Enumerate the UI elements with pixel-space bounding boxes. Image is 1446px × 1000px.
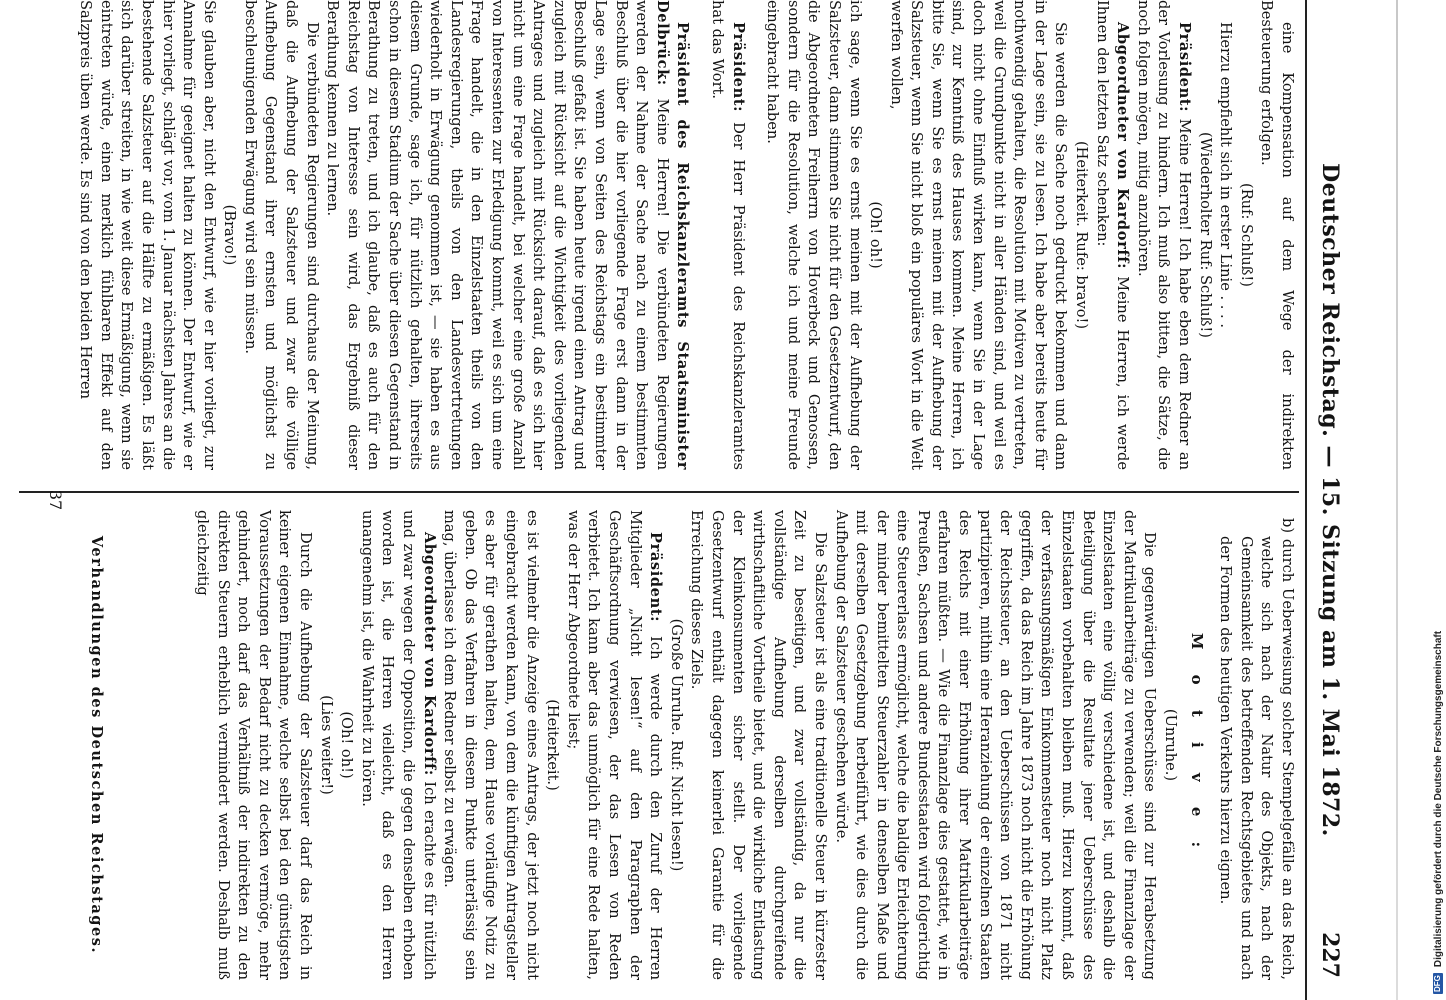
speech-paragraph — [562, 510, 665, 980]
page-number: 227 — [1317, 932, 1343, 978]
speech-paragraph — [1091, 0, 1132, 470]
speech-text: Der Herr Präsident des Reichskanzleramtes hat das Wort. — [708, 0, 747, 471]
running-title: Deutscher Reichstag. — 15. Sitzung am 1. Mai 1872. — [1317, 163, 1343, 837]
spacer — [692, 0, 706, 470]
speech-text: Ich erachte es für nützlich und zwar wegen der Opposition, die gegen denselben erhoben worden ist, die Herren vielleicht, daß es den Herren unangenehm ist, die Wahrheit zu hören. — [358, 510, 438, 980]
scan-edge — [1396, 0, 1398, 1000]
speaker-name: Abgeordneter von Kardorff: — [420, 532, 438, 776]
speech-text: Meine Herren, ich werde Ihnen den letzten Satz schenken: — [1093, 0, 1132, 470]
credit-text: Digitalisierung gefördert durch die Deutsche Forschungsgemeinschaft — [1433, 630, 1444, 968]
interjection: (Unruhe.) — [1162, 708, 1180, 782]
speech-text: Meine Herren! Ich habe eben dem Redner an der Vorlesung zu hindern. Ich muß also bitten, die Sätze, die noch folgen mögen, mitig anzuhören. — [1134, 0, 1194, 471]
interjection: (Bravo!) — [221, 204, 239, 266]
list-item: b) durch Ueberweisung solcher Stempelgefälle an das Reich, welche sich nach der Natur des Objekts, nach der Gemeinsamkeit des betreffenden Rechtsgebietes und nach der Formen des heutigen Verkehrs hierzu eignen. — [1217, 518, 1296, 980]
section-heading: M o t i v e : — [1187, 632, 1206, 858]
speech-paragraph — [1132, 0, 1194, 470]
speaker-name: Präsident: — [1176, 22, 1194, 113]
speech-text: Ich werde durch den Zuruf der Herren Mitglieder „Nicht lesen!“ auf den Paragraphen der Geschäftsordnung verwiesen, der das Lesen von Reden verbietet. Ich kann aber das unmöglich für eine Rede halten, was der Herr Abgeordnete liest; — [564, 510, 665, 981]
speech-paragraph — [356, 510, 438, 980]
left-column — [27, 0, 1297, 470]
dfg-logo-icon: DFG — [1433, 975, 1443, 992]
paragraph: Die gegenwärtigen Ueberschüsse sind zur Herabsetzung der Matrikularbeiträge zu verwenden; weil die Finanzlage der Einzelstaaten eine völlig verschiedene ist, und deshalb die Beteiligung über die Resultate jener Ueberschüsse des Einzelstaaten vorbehalten bleiben muß. Hierzu kommt, daß der verfassungsmäßigen Einkommensteuer noch nicht Platz gegriffen, da das Reich im Jahre 1873 noch nicht die Erhöhung der Reichssteuer, an den Ueberschüssen von 1871 nicht partizipieren, mithin eine Heranziehung der einzelnen Staaten des Reichs mit einer Erhöhung ihrer Matrikularbeiträge erfahren müßten. — Wie die Finanzlage dies gestattet, wie in Preußen, Sachsen und andere Bundesstaaten wird folgerichtig eine Steuererlass ermöglicht, welche die baldige Erleichterung der minder bemittelten Steuerzahler in denselben Maße und mit derselben Gesetzgebung herbeiführt, wie dies durch die Aufhebung der Salzsteuer geschehen würde. — [832, 510, 1159, 980]
right-column — [27, 510, 1297, 980]
paragraph: Hierzu empfiehlt sich in erster Linie . . . . — [1217, 22, 1235, 328]
speech-text: Meine Herren! Die verbündeten Regierungen werden der Nahme der Sache nach zu einem bestimmten Beschluß über die hier vorliegende Frage erst dann in der Lage sein, wenn von Seiten des Reichstags ein bestimmter Beschluß gefaßt ist. Sie haben heute irgend einen Antrag und zugleich mit Rücksicht auf die Wichtigkeit des vorliegenden Antrages und zugleich mit Rücksicht darauf, daß es sich hier nicht um eine Frage handelt, bei welcher eine große Anzahl von Interessenten zur Erledigung kommt, weil es sich um eine Frage handelt, die in den Einzelstaaten theils von den Landesregierungen, theils von den Landesvertretungen wiederholt in Erwägung genommen ist, — sie haben es aus diesem Grunde, sage ich, für nützlich gehalten, ihrerseits schon in diesem Stadium der Sache über diesen Gegenstand in Berathung zu treten, und ich glaube, daß es auch für den Reichstag von Interesse sein wird, das Ergebniß dieser Berathung kennen zu lernen. — [324, 0, 671, 471]
paragraph: Durch die Aufhebung der Salzsteuer darf das Reich in keiner eigenen Einnahme, welche selbst bei den günstigsten Voraussetzungen der Bedarf nicht zu decken vermöge, mehr gehindert, noch darf das Verhältniß der indirekten zu den direkten Steuern erheblich vermindert werden. Deshalb muß gleichzeitig — [194, 510, 315, 980]
interjection: (Große Unruhe. Ruf: Nicht lesen!) — [667, 618, 685, 872]
digitization-credit — [1418, 0, 1444, 1000]
paragraph: Sie glauben aber, nicht den Entwurf, wie er hier vorliegt, zur Annahme für geeignet halten zu können. Der Entwurf, wie er hier vorliegt, schlägt vor, vom 1. Januar nächsten Jahres an die bestehende Salzsteuer auf die Hälfte zu ermäßigen. Es läßt sich darüber streiten, in wie weit diese Ermäßigung, wenn sie eintreten würde, einen merklich fühlbaren Effekt auf den Salzpreis üben werde. Es sind von den beiden Herren — [77, 0, 218, 470]
page-header — [1307, 0, 1347, 1000]
interjection: (Heiterkeit.) — [544, 699, 562, 791]
paragraph: Sie werden die Sache noch gedruckt bekommen und dann in der Lage sein, sie zu lesen. Ich habe aber bereits heute für nothwendig gehalten, die Resolution mit Motiven zu vertreten, weil die Grundpunkte nicht in aller Händen sind, und weil es doch nicht ohne Einfluß wirken kann, wenn Sie in der Lage sind, zur Kenntniß des Hauses kommen. Meine Herren, ich bitte Sie, wenn Sie es ernst meinen mit der Aufhebung der Salzsteuer, wenn Sie nicht bloß ein populäres Wort in die Welt werfen wollen, — [887, 0, 1070, 470]
interjection: (Oh! oh!) — [338, 711, 356, 779]
paragraph: Die Salzsteuer ist als eine traditionelle Steuer in kürzester Zeit zu beseitigen, und zwar vollständig, da nur die vollständige Aufhebung derselben durchgreifende wirthschaftliche Vortheile bietet, und die wirkliche Entlastung der Kleinkonsumenten sicher stellt. Der vorliegende Gesetzentwurf enthält dagegen keinerlei Garantie für die Erreichung dieses Ziels. — [688, 510, 829, 980]
paragraph: ich sage, wenn Sie es ernst meinen mit der Aufhebung der Salzsteuer, dann stimmen Sie nicht für den Gesetzentwurf, den die Abgeordneten Freiherrn von Hoverbeck und Genossen, sondern für die Resolution, welche ich und meine Freunde eingebracht haben. — [764, 0, 864, 470]
paragraph: eine Kompensation auf dem Wege der indirekten Besteuerung erfolgen. — [1258, 0, 1296, 470]
publication-footer: Verhandlungen des Deutschen Reichstages. — [88, 535, 105, 955]
speaker-name: Abgeordneter von Kardorff: — [1114, 22, 1132, 270]
interjection: (Oh! oh!) — [867, 201, 885, 269]
speech-paragraph — [322, 0, 693, 470]
paragraph: es ist vielmehr die Anzeige eines Antrags, der jetzt noch nicht eingebracht werden kann, von dem die künftigen Antragsteller es aber für gerathen halten, dem Hause vorläufige Notiz zu geben. Ob das Verfahren in diesem Punkte unterlässig sein mag, überlasse ich dem Redner selbst zu erwägen. — [441, 510, 541, 980]
column-divider — [19, 491, 1299, 493]
paragraph: Die verbündeten Regierungen sind durchaus der Meinung, daß die Aufhebung der Salzsteuer und zwar die völlige Aufhebung Gegenstand ihrer ernsten und möglichst zu beschleunigenden Erwägung wird sein müssen. — [241, 0, 321, 470]
speaker-name: Präsident: — [647, 532, 665, 623]
speaker-name: Präsident des Reichskanzleramts Staatsminister Delbrück: — [653, 0, 692, 470]
interjection: (Lies weiter!) — [317, 695, 335, 795]
speech-paragraph — [706, 0, 747, 470]
interjection: (Heiterkeit. Rufe: bravo!) — [1073, 140, 1091, 330]
header-rule — [1305, 0, 1307, 1000]
speaker-name: Präsident: — [729, 22, 747, 113]
signature-mark: 37 — [46, 489, 65, 511]
interjection: (Wiederholter Ruf: Schluß!) — [1196, 132, 1214, 338]
credit-line — [1432, 0, 1446, 994]
spacer — [748, 0, 762, 470]
interjection: (Ruf: Schluß!) — [1237, 183, 1255, 287]
